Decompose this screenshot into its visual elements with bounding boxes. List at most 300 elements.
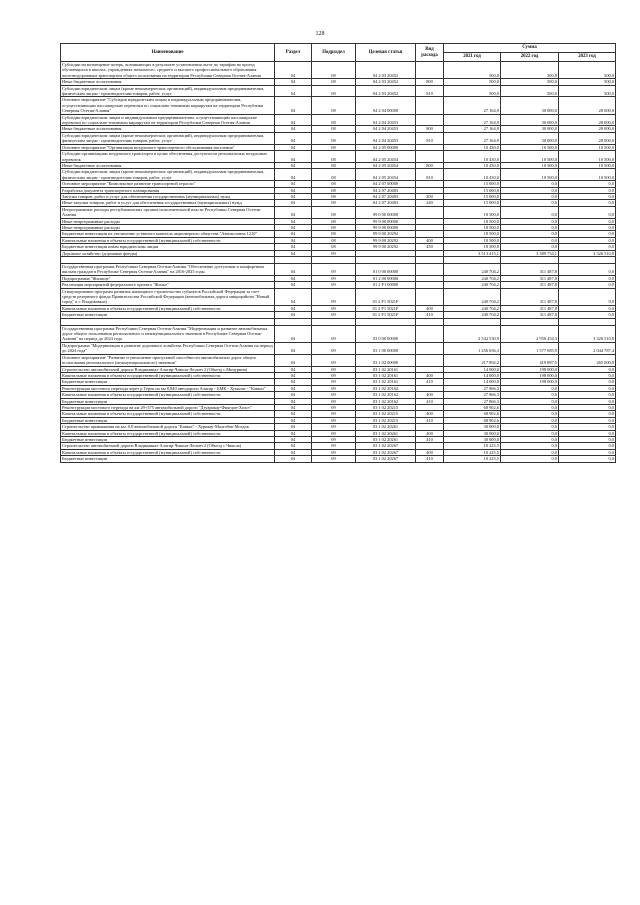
row-razdel-cell: 04 [275, 218, 312, 224]
row-expense-type-cell: 410 [416, 398, 444, 404]
row-razdel-cell: 04 [275, 231, 312, 237]
row-sum-2021-cell: 27 866,3 [444, 398, 501, 404]
row-sum-2023-cell: 10 500,0 [559, 162, 616, 168]
spacer-cell [275, 257, 312, 264]
row-name-cell: Иные непрограммные расходы [61, 218, 275, 224]
row-razdel-cell: 04 [275, 85, 312, 97]
row-expense-type-cell: 400 [416, 411, 444, 417]
row-sum-2023-cell: 0,0 [559, 275, 616, 281]
row-expense-type-cell [416, 114, 444, 126]
header-name: Наименование [61, 44, 275, 62]
row-razdel-cell: 04 [275, 151, 312, 163]
row-name-cell: Субсидии юридическим лицам и индивидуальным предпринимателям, осуществляющим пассажирские перевозки по социально-значимым маршрутам на территории Республики Северная Осетия-Алания [61, 114, 275, 126]
row-sum-2021-cell: 500,0 [444, 85, 501, 97]
row-target-article-cell: 99 0 00 00000 [356, 206, 416, 218]
row-podrazdel-cell: 08 [312, 62, 356, 79]
spacer-cell [356, 257, 416, 264]
row-sum-2022-cell: 500,0 [501, 79, 559, 85]
row-target-article-cell: 03 1 02 20161 [356, 372, 416, 378]
row-target-article-cell: 99 9 00 20292 [356, 237, 416, 243]
row-name-cell: Капитальные вложения в объекты государственной (муниципальной) собственности [61, 237, 275, 243]
row-podrazdel-cell: 09 [312, 288, 356, 305]
row-sum-2021-cell: 10 430,0 [444, 162, 501, 168]
table-row [61, 206, 616, 218]
header-podrazdel: Подраздел [312, 44, 356, 62]
row-name-cell: Бюджетные инвестиции [61, 456, 275, 462]
row-sum-2023-cell: 0,0 [559, 430, 616, 436]
row-target-article-cell: 03 1 02 20161 [356, 379, 416, 385]
row-expense-type-cell: 800 [416, 162, 444, 168]
row-podrazdel-cell: 08 [312, 181, 356, 187]
row-sum-2022-cell: 311 487,8 [501, 288, 559, 305]
spacer-cell [61, 318, 275, 325]
row-sum-2023-cell: 0,0 [559, 443, 616, 449]
row-target-article-cell: 01 2 F1 5021F [356, 305, 416, 311]
table-row [61, 318, 616, 325]
row-target-article-cell: 01 2 00 00000 [356, 275, 416, 281]
row-target-article-cell: 99 9 00 20292 [356, 244, 416, 250]
row-razdel-cell: 04 [275, 385, 312, 391]
row-razdel-cell: 04 [275, 366, 312, 372]
row-sum-2022-cell: 0,0 [501, 411, 559, 417]
row-sum-2022-cell: 0,0 [501, 398, 559, 404]
row-sum-2023-cell: 28 000,0 [559, 126, 616, 132]
row-name-cell: Дорожное хозяйство (дорожные фонды) [61, 250, 275, 256]
row-sum-2022-cell: 311 487,8 [501, 264, 559, 276]
row-podrazdel-cell: 09 [312, 430, 356, 436]
spacer-cell [312, 318, 356, 325]
row-sum-2022-cell: 0,0 [501, 404, 559, 410]
row-razdel-cell: 04 [275, 305, 312, 311]
row-target-article-cell: 03 1 00 00000 [356, 342, 416, 354]
row-sum-2021-cell: 68 902,6 [444, 417, 501, 423]
row-sum-2022-cell: 0,0 [501, 456, 559, 462]
row-target-article-cell: 04 2 05 20454 [356, 162, 416, 168]
row-sum-2021-cell: 30 000,0 [444, 436, 501, 442]
row-razdel-cell: 04 [275, 449, 312, 455]
row-sum-2023-cell: 0,0 [559, 379, 616, 385]
row-razdel-cell: 04 [275, 430, 312, 436]
row-name-cell: Бюджетные инвестиции на увеличение уставного капитала акционерного общества "Автоколонна 1210" [61, 231, 275, 237]
row-razdel-cell: 04 [275, 404, 312, 410]
row-podrazdel-cell: 09 [312, 379, 356, 385]
row-name-cell: Основное мероприятие "Субсидии юридическим лицам и индивидуальным предпринимателям, осуществляющим пассажирские перевозки по социально-значимым маршрутам на территории Республики Северная Осетия-Алания" [61, 97, 275, 114]
row-podrazdel-cell: 08 [312, 231, 356, 237]
row-razdel-cell: 04 [275, 200, 312, 206]
row-sum-2022-cell: 311 487,8 [501, 282, 559, 288]
row-sum-2021-cell: 27 164,9 [444, 97, 501, 114]
row-podrazdel-cell: 08 [312, 187, 356, 193]
row-podrazdel-cell: 09 [312, 436, 356, 442]
row-target-article-cell: 04 2 05 20454 [356, 169, 416, 181]
row-name-cell: Государственная программа Республики Северная Осетия-Алания "Модернизация и развитие автомобильных дорог общего пользования регионального и межмуниципального значения в Республике Северная Осетия-Алания" на период до 2024 года [61, 325, 275, 342]
row-sum-2023-cell: 0,0 [559, 392, 616, 398]
row-target-article-cell: 03 1 02 20162 [356, 385, 416, 391]
row-sum-2021-cell: 240 704,2 [444, 312, 501, 318]
row-sum-2021-cell: 18 500,0 [444, 237, 501, 243]
row-sum-2023-cell: 0,0 [559, 288, 616, 305]
row-expense-type-cell: 450 [416, 244, 444, 250]
row-sum-2023-cell: 0,0 [559, 312, 616, 318]
row-sum-2021-cell: 15 000,0 [444, 187, 501, 193]
header-expense-type: Вид расхода [416, 44, 444, 62]
row-podrazdel-cell: 08 [312, 200, 356, 206]
row-sum-2021-cell: 2 542 530,9 [444, 325, 501, 342]
row-sum-2022-cell: 311 487,8 [501, 305, 559, 311]
row-name-cell: Иные бюджетные ассигнования [61, 79, 275, 85]
row-expense-type-cell: 810 [416, 132, 444, 144]
row-podrazdel-cell: 08 [312, 206, 356, 218]
row-sum-2022-cell: 311 487,8 [501, 275, 559, 281]
row-sum-2021-cell: 240 704,2 [444, 288, 501, 305]
row-podrazdel-cell: 08 [312, 169, 356, 181]
row-expense-type-cell [416, 151, 444, 163]
header-target-article: Целевая статья [356, 44, 416, 62]
row-name-cell: Капитальные вложения в объекты государственной (муниципальной) собственности [61, 430, 275, 436]
row-sum-2021-cell: 1 256 656,3 [444, 342, 501, 354]
row-sum-2021-cell: 27 164,9 [444, 132, 501, 144]
row-sum-2022-cell: 0,0 [501, 193, 559, 199]
row-name-cell: Разработка документа транспортного планирования [61, 187, 275, 193]
row-target-article-cell: 04 2 03 20452 [356, 62, 416, 79]
row-sum-2022-cell: 198 000,0 [501, 379, 559, 385]
row-sum-2022-cell: 2 956 454,3 [501, 325, 559, 342]
row-sum-2021-cell: 217 892,2 [444, 354, 501, 366]
row-sum-2023-cell: 0,0 [559, 206, 616, 218]
row-podrazdel-cell: 09 [312, 449, 356, 455]
row-razdel-cell: 04 [275, 282, 312, 288]
row-sum-2021-cell: 240 704,2 [444, 275, 501, 281]
row-podrazdel-cell: 09 [312, 417, 356, 423]
row-sum-2022-cell: 0,0 [501, 430, 559, 436]
row-podrazdel-cell: 08 [312, 132, 356, 144]
spacer-cell [444, 318, 501, 325]
row-podrazdel-cell: 09 [312, 456, 356, 462]
row-razdel-cell: 04 [275, 162, 312, 168]
row-name-cell: Основное мероприятие "Развитие и увеличение пропускной способности автомобильных дорог общего пользования регионального (межмуниципального) значения" [61, 354, 275, 366]
row-target-article-cell: 03 1 02 00000 [356, 354, 416, 366]
spacer-cell [416, 318, 444, 325]
row-expense-type-cell: 410 [416, 436, 444, 442]
row-razdel-cell: 04 [275, 250, 312, 256]
row-sum-2021-cell: 500,0 [444, 79, 501, 85]
row-razdel-cell: 04 [275, 244, 312, 250]
row-podrazdel-cell: 09 [312, 250, 356, 256]
table-row [61, 257, 616, 264]
row-razdel-cell: 04 [275, 424, 312, 430]
row-podrazdel-cell: 09 [312, 392, 356, 398]
row-name-cell: Бюджетные инвестиции [61, 436, 275, 442]
row-razdel-cell: 04 [275, 288, 312, 305]
row-sum-2022-cell: 419 887,5 [501, 354, 559, 366]
row-sum-2023-cell: 0,0 [559, 224, 616, 230]
row-target-article-cell: 03 1 02 20215 [356, 417, 416, 423]
row-expense-type-cell: 200 [416, 193, 444, 199]
row-razdel-cell: 04 [275, 193, 312, 199]
row-name-cell: Иные непрограммные расходы [61, 224, 275, 230]
row-name-cell: Капитальные вложения в объекты государственной (муниципальной) собственности [61, 305, 275, 311]
header-year-2023: 2023 год [559, 53, 616, 62]
row-sum-2021-cell: 27 164,9 [444, 114, 501, 126]
row-sum-2021-cell: 10 430,0 [444, 144, 501, 150]
spacer-cell [356, 318, 416, 325]
row-sum-2023-cell: 500,0 [559, 62, 616, 79]
row-target-article-cell: 04 2 04 20453 [356, 126, 416, 132]
row-razdel-cell: 04 [275, 312, 312, 318]
row-razdel-cell: 04 [275, 224, 312, 230]
row-name-cell: Основное мероприятие "Комплексное развитие транспортной отрасли" [61, 181, 275, 187]
row-target-article-cell: 04 2 04 00000 [356, 97, 416, 114]
row-target-article-cell: 04 2 07 20483 [356, 200, 416, 206]
row-name-cell: Капитальные вложения в объекты государственной (муниципальной) собственности [61, 449, 275, 455]
row-podrazdel-cell: 09 [312, 325, 356, 342]
row-sum-2023-cell: 0,0 [559, 244, 616, 250]
row-sum-2023-cell: 0,0 [559, 385, 616, 391]
row-sum-2021-cell: 240 704,2 [444, 282, 501, 288]
row-razdel-cell: 04 [275, 187, 312, 193]
row-sum-2023-cell: 0,0 [559, 456, 616, 462]
spacer-cell [501, 318, 559, 325]
row-podrazdel-cell: 08 [312, 237, 356, 243]
row-sum-2021-cell: 15 000,0 [444, 181, 501, 187]
row-razdel-cell: 04 [275, 126, 312, 132]
row-name-cell: Государственная программа Республики Северная Осетия-Алания "Обеспечение доступным и комфортным жильем граждан в Республике Северная Осетия-Алания" на 2016-2025 годы [61, 264, 275, 276]
row-podrazdel-cell: 09 [312, 424, 356, 430]
row-sum-2021-cell: 30 000,0 [444, 430, 501, 436]
row-name-cell: Строительство автомобильной дороги Владикавказ-Алагир-Чикола-Лескен 2 (Объезд с.Мичурина) [61, 366, 275, 372]
row-name-cell: Основное мероприятие "Организация воздушного транспортного обслуживания населения" [61, 144, 275, 150]
row-sum-2023-cell: 0,0 [559, 398, 616, 404]
row-expense-type-cell: 810 [416, 169, 444, 181]
row-podrazdel-cell: 09 [312, 398, 356, 404]
row-expense-type-cell: 800 [416, 126, 444, 132]
row-podrazdel-cell: 09 [312, 411, 356, 417]
row-sum-2022-cell: 0,0 [501, 392, 559, 398]
row-sum-2023-cell: 0,0 [559, 411, 616, 417]
row-podrazdel-cell: 08 [312, 218, 356, 224]
row-sum-2023-cell: 500,0 [559, 79, 616, 85]
row-podrazdel-cell: 09 [312, 404, 356, 410]
row-podrazdel-cell: 09 [312, 385, 356, 391]
row-sum-2021-cell: 500,0 [444, 62, 501, 79]
row-target-article-cell: 04 2 07 00000 [356, 181, 416, 187]
row-razdel-cell: 04 [275, 456, 312, 462]
row-target-article-cell: 04 2 04 20453 [356, 114, 416, 126]
row-expense-type-cell: 410 [416, 312, 444, 318]
row-sum-2021-cell: 68 902,6 [444, 404, 501, 410]
row-name-cell: Бюджетные инвестиции [61, 379, 275, 385]
row-name-cell: Субсидии юридическим лицам (кроме некоммерческих организаций), индивидуальным предпринимателям, физическим лицам - производителям товаров, работ, услуг [61, 132, 275, 144]
row-razdel-cell: 04 [275, 264, 312, 276]
row-podrazdel-cell: 09 [312, 275, 356, 281]
row-target-article-cell: 03 1 02 20261 [356, 424, 416, 430]
budget-table [60, 43, 616, 463]
row-sum-2022-cell: 1 577 085,9 [501, 342, 559, 354]
table-row [61, 132, 616, 144]
table-row [61, 85, 616, 97]
row-sum-2022-cell: 0,0 [501, 417, 559, 423]
row-razdel-cell: 04 [275, 398, 312, 404]
row-name-cell: Реализация мероприятий федерального проекта "Жилье" [61, 282, 275, 288]
row-sum-2021-cell: 18 500,0 [444, 231, 501, 237]
row-name-cell: Иные бюджетные ассигнования [61, 126, 275, 132]
row-sum-2022-cell: 10 500,0 [501, 144, 559, 150]
row-sum-2022-cell: 10 500,0 [501, 151, 559, 163]
row-sum-2023-cell: 0,0 [559, 200, 616, 206]
row-expense-type-cell: 400 [416, 449, 444, 455]
row-podrazdel-cell: 09 [312, 282, 356, 288]
header-razdel: Раздел [275, 44, 312, 62]
row-sum-2021-cell: 30 000,0 [444, 424, 501, 430]
header-year-2022: 2022 год [501, 53, 559, 62]
row-target-article-cell: 03 1 02 20267 [356, 449, 416, 455]
row-sum-2023-cell: 500,0 [559, 85, 616, 97]
row-expense-type-cell: 410 [416, 417, 444, 423]
table-row [61, 325, 616, 342]
row-target-article-cell: 04 2 04 20453 [356, 132, 416, 144]
row-target-article-cell: 03 1 02 20261 [356, 430, 416, 436]
row-sum-2022-cell: 0,0 [501, 424, 559, 430]
row-target-article-cell: 03 1 02 20215 [356, 404, 416, 410]
row-expense-type-cell [416, 206, 444, 218]
row-podrazdel-cell: 09 [312, 372, 356, 378]
row-sum-2023-cell: 2 044 787,4 [559, 342, 616, 354]
row-razdel-cell: 04 [275, 372, 312, 378]
row-sum-2021-cell: 10 225,5 [444, 456, 501, 462]
row-sum-2023-cell: 0,0 [559, 187, 616, 193]
row-sum-2021-cell: 27 866,3 [444, 385, 501, 391]
row-expense-type-cell: 800 [416, 79, 444, 85]
row-sum-2023-cell: 0,0 [559, 449, 616, 455]
row-podrazdel-cell: 09 [312, 342, 356, 354]
row-expense-type-cell: 400 [416, 392, 444, 398]
row-podrazdel-cell: 09 [312, 366, 356, 372]
row-podrazdel-cell: 08 [312, 114, 356, 126]
row-sum-2023-cell: 0,0 [559, 305, 616, 311]
row-sum-2021-cell: 18 500,0 [444, 206, 501, 218]
row-expense-type-cell: 400 [416, 372, 444, 378]
row-name-cell: Закупка товаров, работ и услуг для обеспечения государственных (муниципальных) нужд [61, 193, 275, 199]
row-razdel-cell: 04 [275, 79, 312, 85]
row-podrazdel-cell: 08 [312, 193, 356, 199]
row-sum-2022-cell: 0,0 [501, 218, 559, 224]
row-expense-type-cell: 240 [416, 200, 444, 206]
row-podrazdel-cell: 08 [312, 97, 356, 114]
spacer-cell [501, 257, 559, 264]
table-row [61, 62, 616, 79]
row-razdel-cell: 04 [275, 62, 312, 79]
row-sum-2022-cell: 0,0 [501, 200, 559, 206]
row-name-cell: Подпрограмма "Жилище" [61, 275, 275, 281]
row-sum-2021-cell: 14 000,0 [444, 379, 501, 385]
row-sum-2022-cell: 0,0 [501, 224, 559, 230]
row-sum-2021-cell: 27 866,3 [444, 392, 501, 398]
table-row [61, 114, 616, 126]
row-sum-2022-cell: 0,0 [501, 436, 559, 442]
row-target-article-cell: 99 9 00 00000 [356, 218, 416, 224]
row-sum-2021-cell: 10 430,0 [444, 151, 501, 163]
row-name-cell: Непрограммные расходы республиканских органов исполнительной власти Республики Северная Осетия-Алания [61, 206, 275, 218]
page-number: 128 [315, 31, 325, 37]
row-sum-2022-cell: 0,0 [501, 187, 559, 193]
row-name-cell: Бюджетные инвестиции [61, 398, 275, 404]
row-sum-2022-cell: 0,0 [501, 443, 559, 449]
row-expense-type-cell: 400 [416, 430, 444, 436]
row-sum-2021-cell: 15 000,0 [444, 200, 501, 206]
row-razdel-cell: 04 [275, 379, 312, 385]
row-sum-2021-cell: 10 430,0 [444, 169, 501, 181]
row-podrazdel-cell: 09 [312, 305, 356, 311]
table-row [61, 342, 616, 354]
table-row [61, 97, 616, 114]
table-row [61, 354, 616, 366]
row-razdel-cell: 04 [275, 206, 312, 218]
row-target-article-cell: 04 2 05 20454 [356, 151, 416, 163]
row-podrazdel-cell: 08 [312, 151, 356, 163]
row-name-cell: Реконструкция мостового перехода на км 29+575 автомобильной дороги "Дзуарикау-Фиагдон-Холст" [61, 404, 275, 410]
row-podrazdel-cell: 08 [312, 126, 356, 132]
row-sum-2022-cell: 3 389 754,1 [501, 250, 559, 256]
row-sum-2023-cell: 0,0 [559, 193, 616, 199]
row-expense-type-cell [416, 97, 444, 114]
spacer-cell [275, 318, 312, 325]
row-sum-2022-cell: 0,0 [501, 181, 559, 187]
row-target-article-cell: 03 1 02 20162 [356, 398, 416, 404]
row-name-cell: Подпрограмма "Модернизация и развитие дорожного хозяйства Республики Северная Осетия-Алания на период до 2024 года" [62, 342, 273, 354]
row-expense-type-cell: 410 [416, 456, 444, 462]
row-razdel-cell: 04 [275, 354, 312, 366]
row-target-article-cell: 01 2 F1 5021F [356, 312, 416, 318]
row-razdel-cell: 04 [275, 237, 312, 243]
row-sum-2022-cell: 198 000,0 [501, 366, 559, 372]
row-sum-2023-cell: 28 000,0 [559, 97, 616, 114]
row-sum-2022-cell: 30 000,0 [501, 132, 559, 144]
row-podrazdel-cell: 08 [312, 144, 356, 150]
row-expense-type-cell [416, 342, 444, 354]
row-sum-2022-cell: 10 500,0 [501, 162, 559, 168]
row-name-cell: Реконструкция мостового перехода через р.Терек на км 8,840 автодороги Алагир - БМК - Хумалаг - "Кавказ" [61, 385, 275, 391]
row-sum-2023-cell: 28 000,0 [559, 132, 616, 144]
row-sum-2021-cell: 18 500,0 [444, 224, 501, 230]
row-sum-2023-cell: 0,0 [559, 237, 616, 243]
row-razdel-cell: 04 [275, 417, 312, 423]
row-razdel-cell: 04 [275, 342, 312, 354]
row-sum-2022-cell: 30 000,0 [501, 126, 559, 132]
spacer-cell [444, 257, 501, 264]
row-name-cell: Бюджетные инвестиции [61, 417, 275, 423]
row-target-article-cell: 04 2 07 20483 [356, 187, 416, 193]
row-target-article-cell: 03 1 02 20161 [356, 366, 416, 372]
row-podrazdel-cell: 09 [312, 354, 356, 366]
row-razdel-cell: 04 [275, 132, 312, 144]
row-sum-2021-cell: 240 704,2 [444, 305, 501, 311]
row-sum-2021-cell: 14 000,0 [444, 366, 501, 372]
row-target-article-cell: 99 9 00 20292 [356, 231, 416, 237]
row-sum-2023-cell: 0,0 [559, 436, 616, 442]
header-sum: Сумма [444, 44, 616, 53]
row-razdel-cell: 04 [275, 443, 312, 449]
row-expense-type-cell [416, 264, 444, 276]
row-sum-2023-cell: 0,0 [559, 372, 616, 378]
row-name-cell: Субсидии юридическим лицам (кроме некоммерческих организаций), индивидуальным предпринимателям, физическим лицам - производителям товаров, работ, услуг [61, 169, 275, 181]
row-expense-type-cell [416, 288, 444, 305]
row-sum-2023-cell: 10 500,0 [559, 144, 616, 150]
row-target-article-cell: 01 2 F1 5021F [356, 288, 416, 305]
row-target-article-cell: 03 1 02 20261 [356, 436, 416, 442]
row-podrazdel-cell: 08 [312, 224, 356, 230]
row-sum-2023-cell: 0,0 [559, 424, 616, 430]
row-target-article-cell: 03 1 02 20215 [356, 411, 416, 417]
